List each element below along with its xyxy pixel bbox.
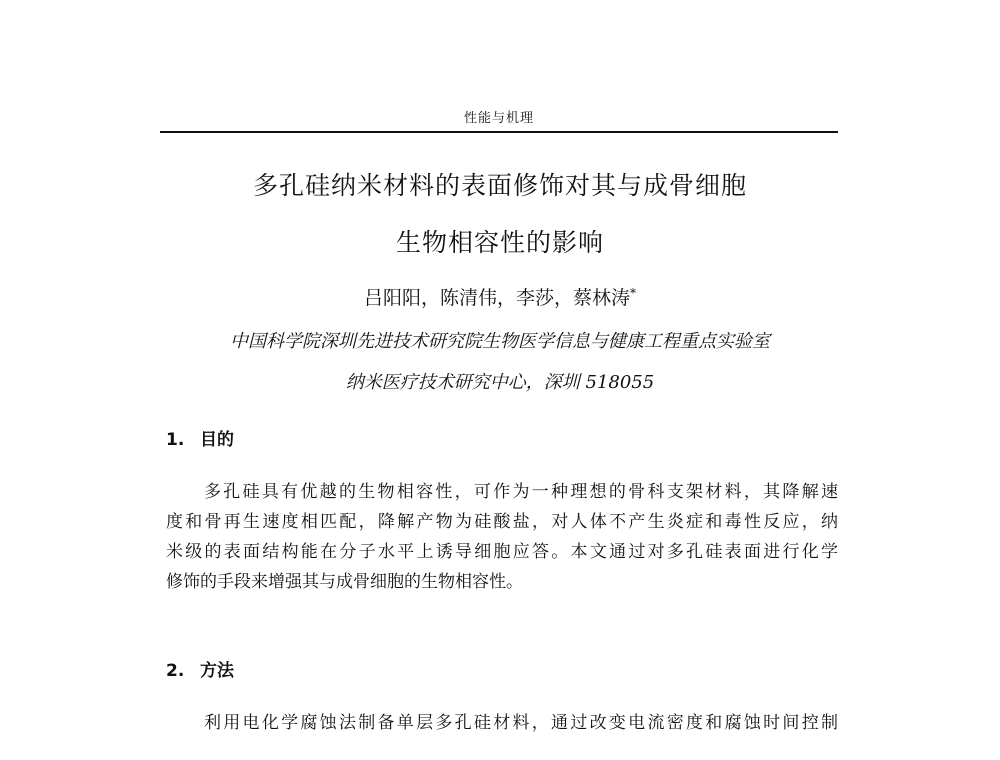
section-body-purpose <box>166 477 838 597</box>
section-number: 1. <box>166 430 185 450</box>
body-line: 利用电化学腐蚀法制备单层多孔硅材料，通过改变电流密度和腐蚀时间控制 <box>204 713 838 733</box>
section-body-method <box>166 708 838 738</box>
affiliation-line-2: 纳米医疗技术研究中心，深圳 518055 <box>345 372 655 393</box>
body-line: 米级的表面结构能在分子水平上诱导细胞应答。本文通过对多孔硅表面进行化学 <box>166 542 838 562</box>
section-heading-purpose <box>166 429 234 451</box>
header-rule <box>160 131 838 133</box>
body-line: 修饰的手段来增强其与成骨细胞的生物相容性。 <box>166 572 523 592</box>
affiliation-line-1: 中国科学院深圳先进技术研究院生物医学信息与健康工程重点实验室 <box>230 331 770 352</box>
corresponding-author-mark: * <box>630 286 636 300</box>
section-title: 方法 <box>200 661 234 681</box>
paper-title-line-1: 多孔硅纳米材料的表面修饰对其与成骨细胞 <box>252 171 747 200</box>
section-number: 2. <box>166 661 185 681</box>
section-title: 目的 <box>200 430 234 450</box>
body-line: 多孔硅具有优越的生物相容性，可作为一种理想的骨科支架材料，其降解速 <box>204 482 838 502</box>
body-line: 度和骨再生速度相匹配，降解产物为硅酸盐，对人体不产生炎症和毒性反应，纳 <box>166 512 838 532</box>
author-names: 吕阳阳，陈清伟，李莎，蔡林涛 <box>363 287 630 309</box>
section-heading-method <box>166 660 234 682</box>
author-list <box>120 281 880 310</box>
paper-title-line-2: 生物相容性的影响 <box>395 228 604 257</box>
running-head: 性能与机理 <box>463 111 534 126</box>
